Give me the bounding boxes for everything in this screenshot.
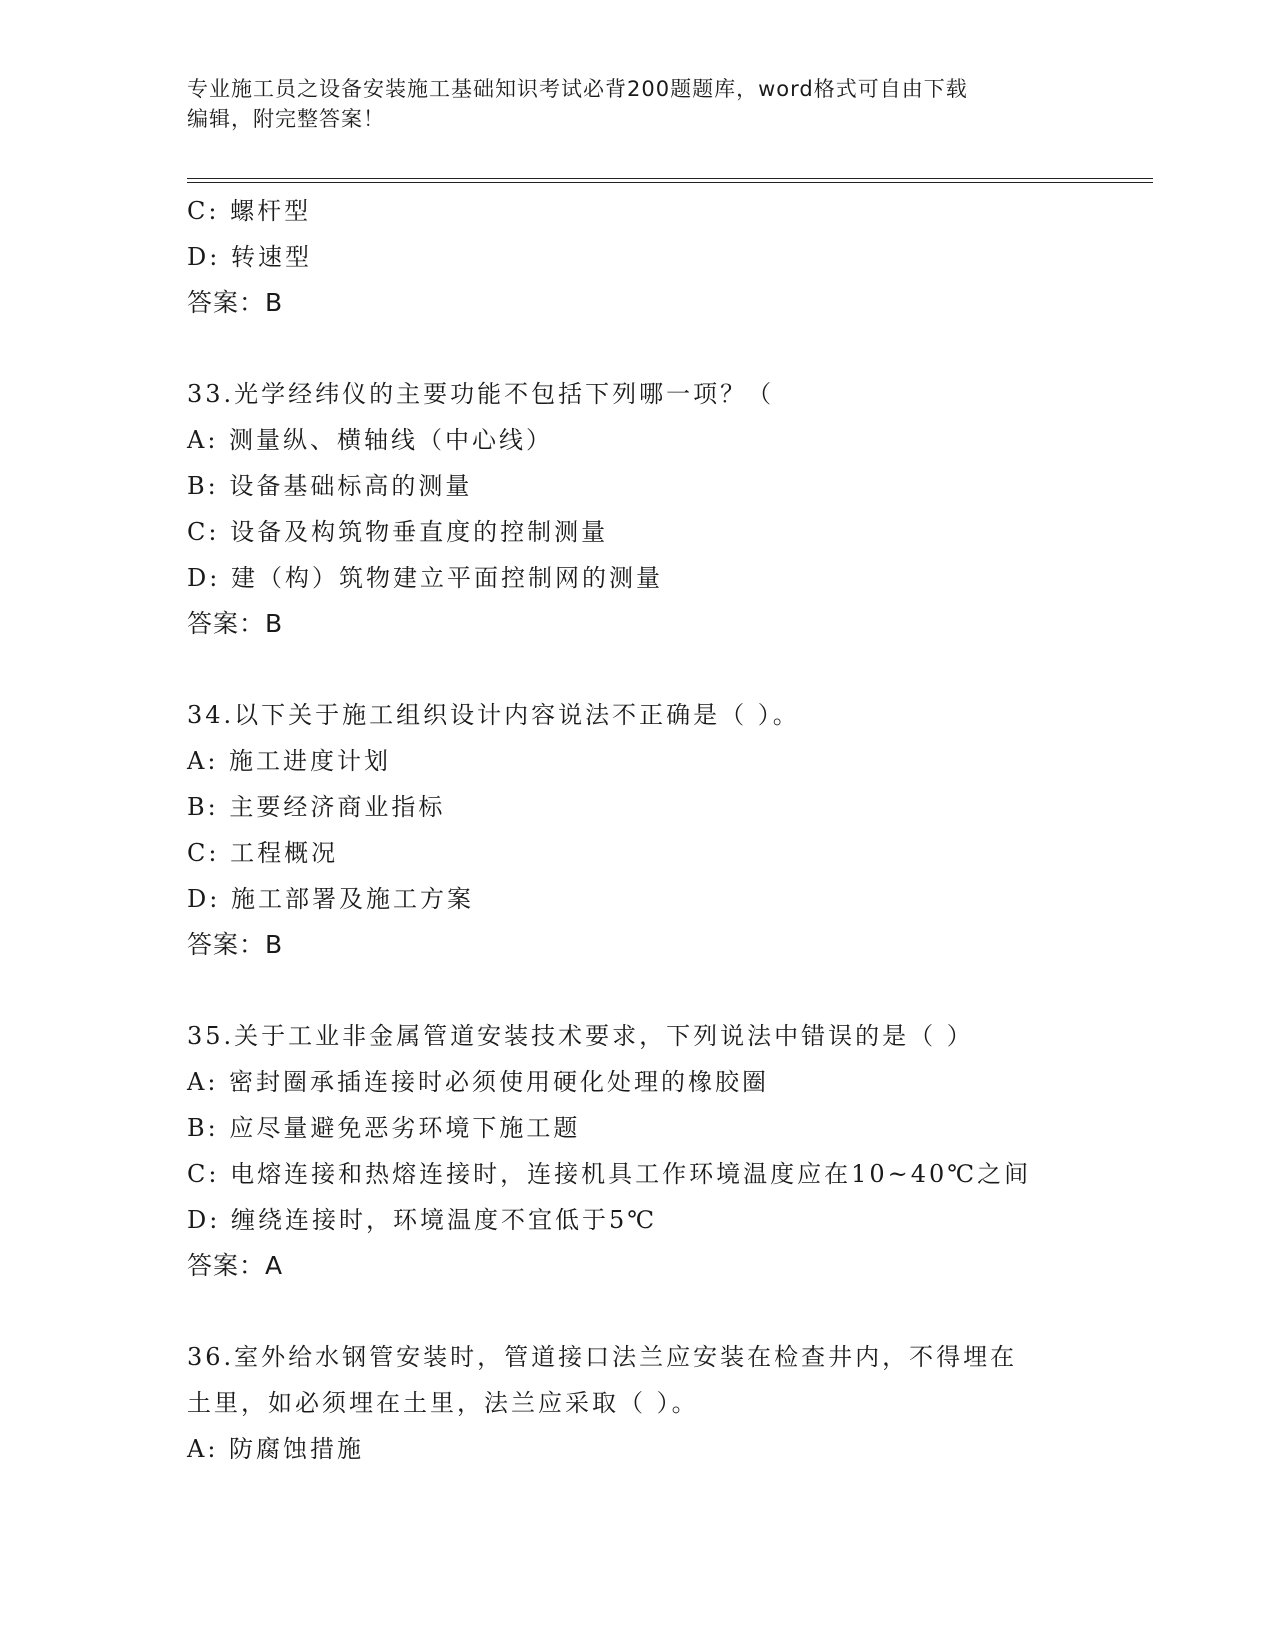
question-32-continuation (187, 188, 1087, 326)
option-a: A: 密封圈承插连接时必须使用硬化处理的橡胶圈 (187, 1068, 770, 1096)
option-a: A: 施工进度计划 (187, 747, 392, 775)
answer-line: 答案：B (187, 609, 284, 638)
spacer (187, 647, 1087, 692)
option-d: D: 施工部署及施工方案 (187, 885, 474, 913)
option-b: B: 主要经济商业指标 (187, 793, 446, 821)
header-title-line-2: 编辑，附完整答案！ (187, 107, 385, 131)
option-c: C: 螺杆型 (187, 197, 312, 225)
answer-line: 答案：A (187, 1251, 284, 1280)
answer-line: 答案：B (187, 930, 284, 959)
document-body (187, 188, 1087, 1472)
option-d: D: 转速型 (187, 243, 312, 271)
spacer (187, 1289, 1087, 1334)
option-c: C: 工程概况 (187, 839, 339, 867)
question-36 (187, 1334, 1087, 1472)
question-33 (187, 371, 1087, 647)
option-b: B: 设备基础标高的测量 (187, 472, 473, 500)
option-c: C: 电熔连接和热熔连接时，连接机具工作环境温度应在10~40℃之间 (187, 1160, 1032, 1188)
spacer (187, 968, 1087, 1013)
option-c: C: 设备及构筑物垂直度的控制测量 (187, 518, 609, 546)
question-stem-line-1: 36.室外给水钢管安装时，管道接口法兰应安装在检查井内，不得埋在 (187, 1343, 1018, 1371)
question-35 (187, 1013, 1087, 1289)
question-stem: 35.关于工业非金属管道安装技术要求，下列说法中错误的是（ ） (187, 1022, 974, 1050)
header-divider-bottom (187, 182, 1153, 183)
option-b: B: 应尽量避免恶劣环境下施工题 (187, 1114, 581, 1142)
header-title-line-1: 专业施工员之设备安装施工基础知识考试必背200题题库，word格式可自由下载 (187, 77, 968, 101)
header-divider-top (187, 178, 1153, 179)
spacer (187, 326, 1087, 371)
option-a: A: 防腐蚀措施 (187, 1435, 365, 1463)
option-d: D: 缠绕连接时，环境温度不宜低于5℃ (187, 1206, 658, 1234)
answer-line: 答案：B (187, 288, 284, 317)
option-d: D: 建（构）筑物建立平面控制网的测量 (187, 564, 663, 592)
question-stem-line-2: 土里，如必须埋在土里，法兰应采取（ ）。 (187, 1389, 699, 1417)
question-stem: 33.光学经纬仪的主要功能不包括下列哪一项？（ (187, 380, 775, 408)
document-header (187, 74, 1087, 134)
question-stem: 34.以下关于施工组织设计内容说法不正确是（ ）。 (187, 701, 800, 729)
question-34 (187, 692, 1087, 968)
option-a: A: 测量纵、横轴线（中心线） (187, 426, 554, 454)
